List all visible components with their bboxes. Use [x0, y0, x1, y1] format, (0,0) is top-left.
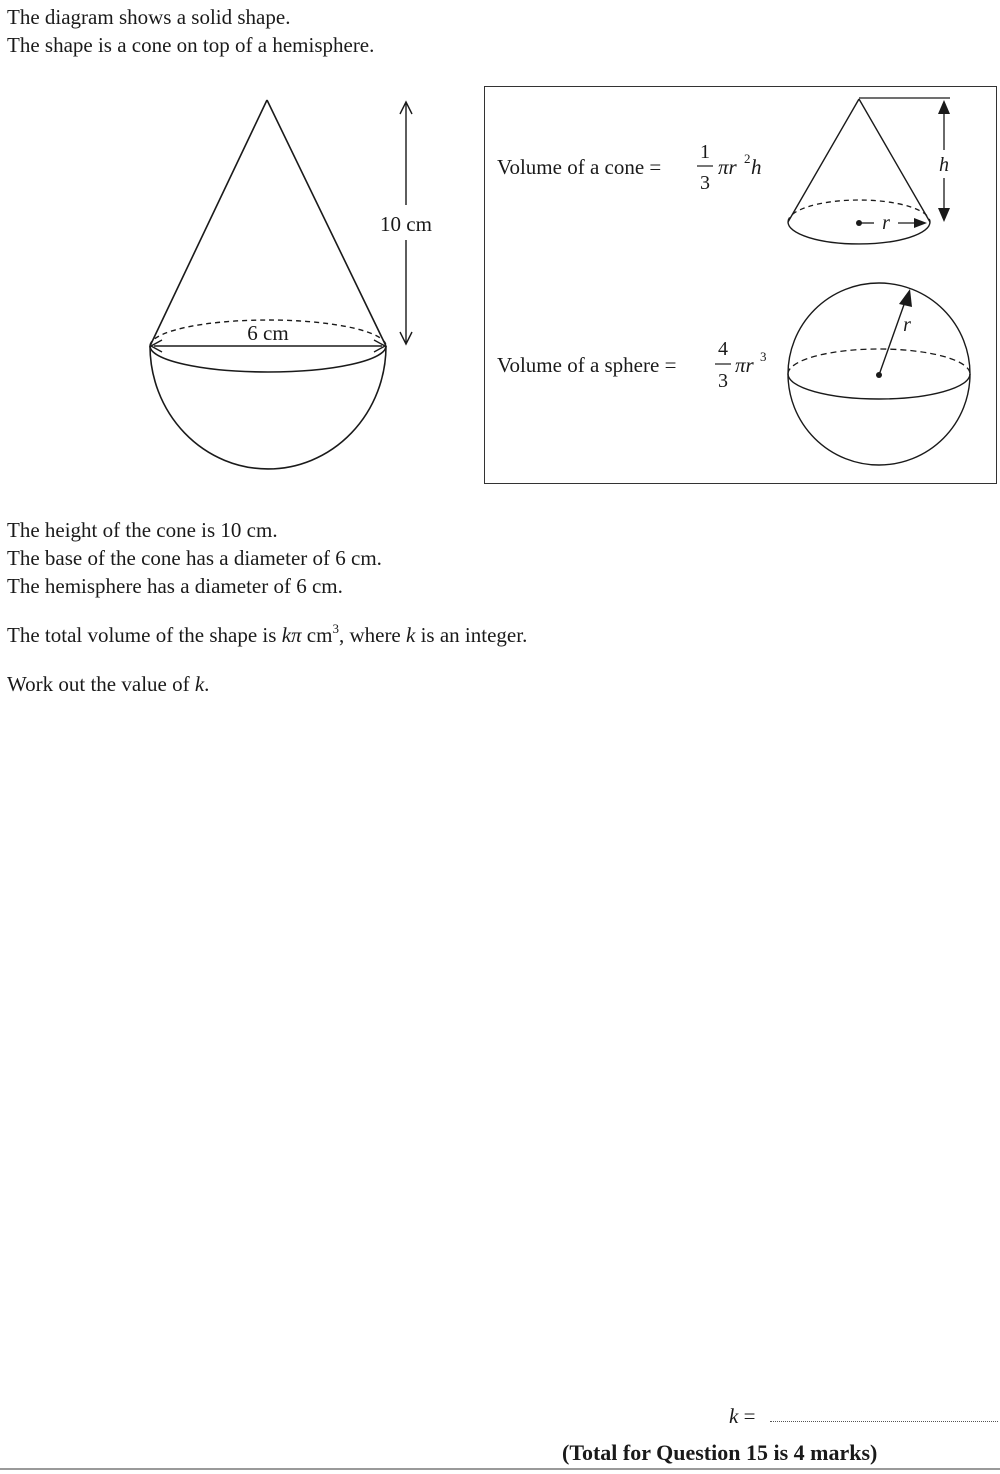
total-volume-end: is an integer. — [415, 623, 528, 647]
answer-equals: = — [738, 1404, 756, 1428]
sphere-radius-arrowhead — [899, 289, 912, 307]
fact-line-2: The base of the cone has a diameter of 6 cm. — [7, 546, 382, 570]
work-prefix: Work out the value of — [7, 672, 195, 696]
total-volume-suffix: , where — [338, 623, 407, 647]
cone-formula-exponent: 2 — [744, 151, 751, 166]
small-cone-right-edge — [859, 99, 930, 222]
sphere-formula-numerator: 4 — [718, 338, 728, 360]
fact-line-1: The height of the cone is 10 cm. — [7, 518, 278, 542]
cone-formula-h: h — [751, 155, 762, 179]
small-cone-r-label: r — [882, 212, 890, 234]
unit-exponent: 3 — [332, 621, 339, 636]
answer-k-symbol: k — [729, 1404, 739, 1428]
work-end: . — [204, 672, 210, 696]
small-cone-h-arrowhead-bottom — [938, 208, 950, 222]
answer-label — [729, 1402, 755, 1430]
sphere-formula-text: Volume of a sphere = — [497, 353, 677, 377]
bottom-rule — [0, 1468, 1000, 1470]
base-ellipse-front — [150, 346, 386, 372]
total-marks: (Total for Question 15 is 4 marks) — [562, 1440, 878, 1465]
formula-box-content — [484, 86, 997, 484]
sphere-r-label: r — [903, 314, 911, 336]
small-cone-h-arrowhead-top — [938, 100, 950, 114]
cone-formula-text: Volume of a cone = — [497, 155, 662, 179]
total-volume-prefix: The total volume of the shape is — [7, 623, 282, 647]
sphere-radius-line — [879, 299, 906, 375]
cone-left-edge — [150, 100, 267, 346]
unit-cm: cm — [301, 623, 333, 647]
work-out-instruction — [7, 670, 209, 698]
answer-input-line[interactable] — [770, 1421, 998, 1422]
cone-right-edge — [267, 100, 386, 346]
pi-symbol: π — [291, 623, 302, 647]
small-cone-radius-arrowhead — [914, 218, 927, 228]
intro-line-1: The diagram shows a solid shape. — [7, 5, 291, 29]
diameter-label: 6 cm — [247, 321, 289, 345]
sphere-formula-denominator: 3 — [718, 370, 728, 392]
cone-formula-pi-r: πr — [718, 155, 737, 179]
cone-formula-numerator: 1 — [700, 141, 710, 163]
fact-line-3: The hemisphere has a diameter of 6 cm. — [7, 574, 343, 598]
work-k-symbol: k — [194, 672, 205, 696]
k-symbol: k — [281, 623, 292, 647]
small-cone-h-label: h — [939, 154, 949, 176]
sphere-equator-back — [788, 349, 970, 374]
small-cone-left-edge — [788, 99, 859, 222]
cone-hemisphere-diagram — [0, 80, 470, 480]
height-label: 10 cm — [380, 212, 432, 236]
total-volume-statement — [7, 621, 527, 649]
intro-line-2: The shape is a cone on top of a hemisphere. — [7, 33, 375, 57]
small-cone-base-back — [788, 200, 930, 222]
cone-formula-denominator: 3 — [700, 172, 710, 194]
sphere-formula-exponent: 3 — [760, 349, 767, 364]
sphere-formula-pi-r: πr — [735, 353, 754, 377]
k-symbol-2: k — [406, 623, 416, 647]
